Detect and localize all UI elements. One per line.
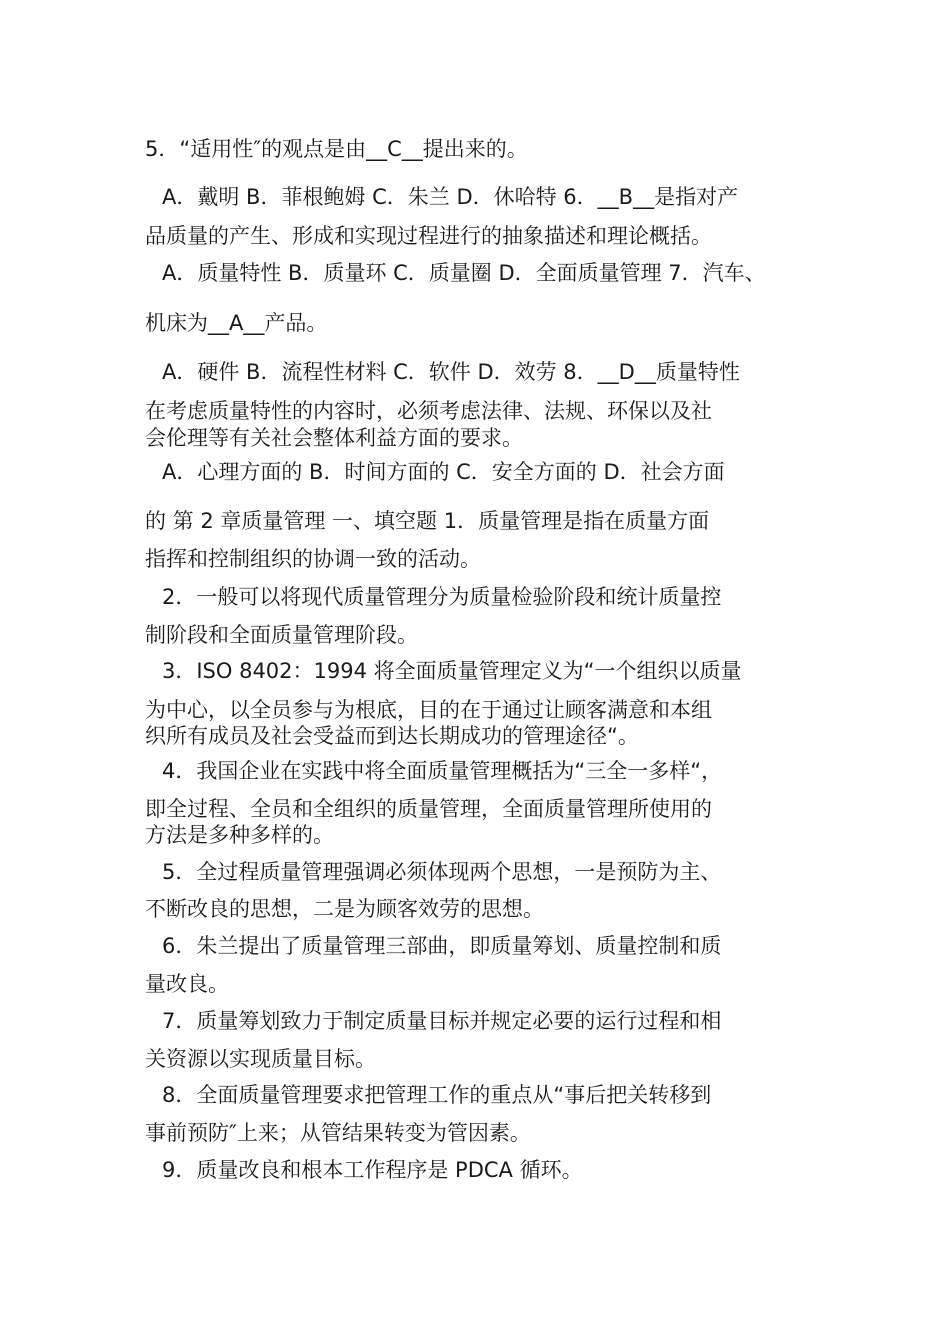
text-line: A．戴明 B．菲根鲍姆 C．朱兰 D．休哈特 6．__B__是指对产 — [162, 185, 739, 209]
text-line: 5．全过程质量管理强调必须体现两个思想，一是预防为主、 — [162, 860, 722, 884]
text-line: 8．全面质量管理要求把管理工作的重点从“事后把关转移到 — [162, 1083, 712, 1107]
text-line: A．心理方面的 B．时间方面的 C．安全方面的 D．社会方面 — [162, 460, 725, 484]
text-line: 7．质量筹划致力于制定质量目标并规定必要的运行过程和相 — [162, 1009, 722, 1033]
text-line: 织所有成员及社会受益而到达长期成功的管理途径“。 — [145, 724, 639, 748]
text-line: 2．一般可以将现代质量管理分为质量检验阶段和统计质量控 — [162, 585, 722, 609]
text-line: 量改良。 — [145, 972, 229, 996]
text-line: 品质量的产生、形成和实现过程进行的抽象描述和理论概括。 — [145, 224, 712, 248]
text-line: 指挥和控制组织的协调一致的活动。 — [145, 547, 481, 571]
text-line: 6．朱兰提出了质量管理三部曲，即质量筹划、质量控制和质 — [162, 934, 722, 958]
text-line: 关资源以实现质量目标。 — [145, 1047, 376, 1071]
text-line: 会伦理等有关社会整体利益方面的要求。 — [145, 426, 523, 450]
text-line: 事前预防″上来；从管结果转变为管因素。 — [145, 1121, 531, 1145]
text-line: 机床为__A__产品。 — [145, 311, 328, 335]
text-line: 3．ISO 8402：1994 将全面质量管理定义为“一个组织以质量 — [162, 659, 742, 683]
text-line: A．硬件 B．流程性材料 C．软件 D．效劳 8．__D__质量特性 — [162, 360, 740, 384]
text-line: 方法是多种多样的。 — [145, 823, 334, 847]
text-line: 不断改良的思想，二是为顾客效劳的思想。 — [145, 897, 544, 921]
text-line: 制阶段和全面质量管理阶段。 — [145, 623, 418, 647]
text-line: 为中心，以全员参与为根底，目的在于通过让顾客满意和本组 — [145, 698, 712, 722]
text-line: 即全过程、全员和全组织的质量管理，全面质量管理所使用的 — [145, 797, 712, 821]
text-line: 5．“适用性″的观点是由__C__提出来的。 — [145, 137, 528, 161]
text-line: 4．我国企业在实践中将全面质量管理概括为“三全一多样“， — [162, 759, 723, 783]
text-line: 9．质量改良和根本工作程序是 PDCA 循环。 — [162, 1158, 583, 1182]
text-line: 的 第 2 章质量管理 一、填空题 1．质量管理是指在质量方面 — [145, 509, 710, 533]
text-line: A．质量特性 B．质量环 C．质量圈 D．全面质量管理 7．汽车、 — [162, 261, 766, 285]
text-line: 在考虑质量特性的内容时，必须考虑法律、法规、环保以及社 — [145, 399, 712, 423]
